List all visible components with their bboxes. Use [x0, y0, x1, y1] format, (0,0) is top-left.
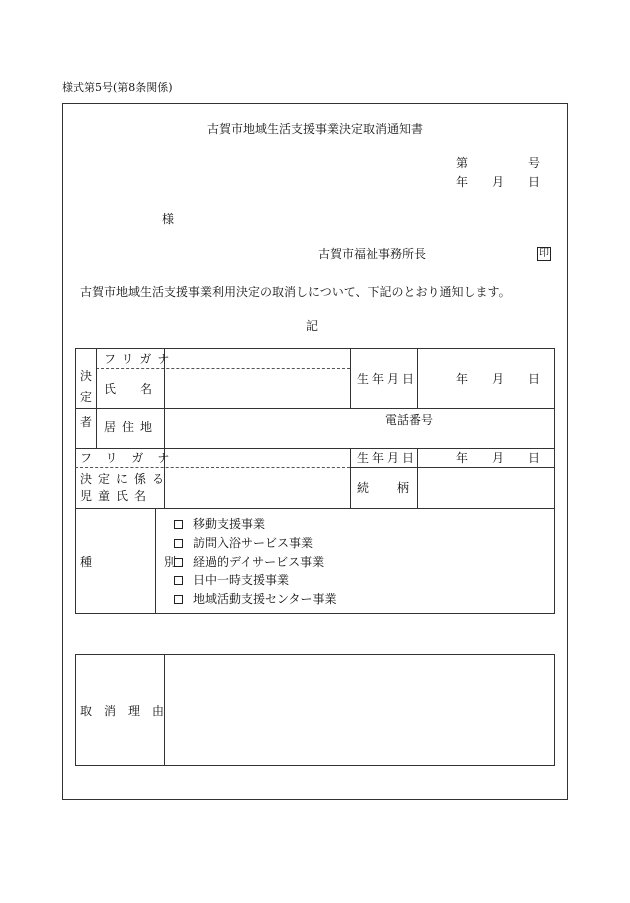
child-birth-day-label: 日: [528, 451, 541, 465]
ki-label: 記: [306, 319, 319, 333]
child-name-label-line2: 児童氏名: [80, 489, 153, 503]
form-number: 様式第5号(第8条関係): [62, 81, 173, 94]
checkbox-icon[interactable]: [174, 539, 183, 548]
side-label-1: 決: [80, 369, 93, 383]
addressee-suffix: 様: [162, 212, 175, 226]
doc-no-suffix: 号: [528, 156, 541, 170]
birth-day-label: 日: [528, 372, 541, 386]
date-day: 日: [528, 175, 541, 189]
child-birth-year-label: 年: [456, 451, 469, 465]
side-label-2: 定: [80, 390, 93, 404]
side-label-3: 者: [80, 415, 93, 429]
checkbox-icon[interactable]: [174, 520, 183, 529]
option-item[interactable]: 訪問入浴サービス事業: [174, 537, 313, 549]
checkbox-icon[interactable]: [174, 576, 183, 585]
document-title: 古賀市地域生活支援事業決定取消通知書: [206, 122, 423, 136]
child-birthdate-label: 生年月日: [357, 451, 418, 465]
phone-label: 電話番号: [385, 413, 434, 427]
furigana-label: フリガナ: [104, 352, 176, 366]
checkbox-icon[interactable]: [174, 595, 183, 604]
name-label: 氏 名: [104, 382, 159, 396]
date-year: 年: [456, 175, 469, 189]
child-birth-month-label: 月: [492, 451, 505, 465]
birthdate-label: 生年月日: [357, 372, 418, 386]
option-item[interactable]: 地域活動支援センター事業: [174, 593, 337, 605]
checkbox-icon[interactable]: [174, 558, 183, 567]
residence-label: 居住地: [104, 420, 159, 434]
reason-field[interactable]: [166, 656, 553, 764]
child-name-label-line1: 決定に係る: [80, 472, 171, 486]
option-item[interactable]: 日中一時支援事業: [174, 574, 289, 586]
doc-no-prefix: 第: [456, 156, 469, 170]
category-label: 種 別: [80, 555, 207, 569]
option-item[interactable]: 移動支援事業: [174, 518, 265, 530]
birth-year-label: 年: [456, 372, 469, 386]
seal-mark: 印: [539, 248, 549, 259]
reason-label: 取消理由: [80, 704, 177, 718]
birth-month-label: 月: [492, 372, 505, 386]
relation-label: 続 柄: [357, 481, 418, 495]
issuer-name: 古賀市福祉事務所長: [318, 247, 427, 261]
body-text: 古賀市地域生活支援事業利用決定の取消しについて、下記のとおり通知します。: [80, 285, 511, 299]
option-item[interactable]: 経過的デイサービス事業: [174, 556, 324, 568]
child-furigana-label: フリガナ: [80, 451, 184, 465]
date-month: 月: [492, 175, 505, 189]
